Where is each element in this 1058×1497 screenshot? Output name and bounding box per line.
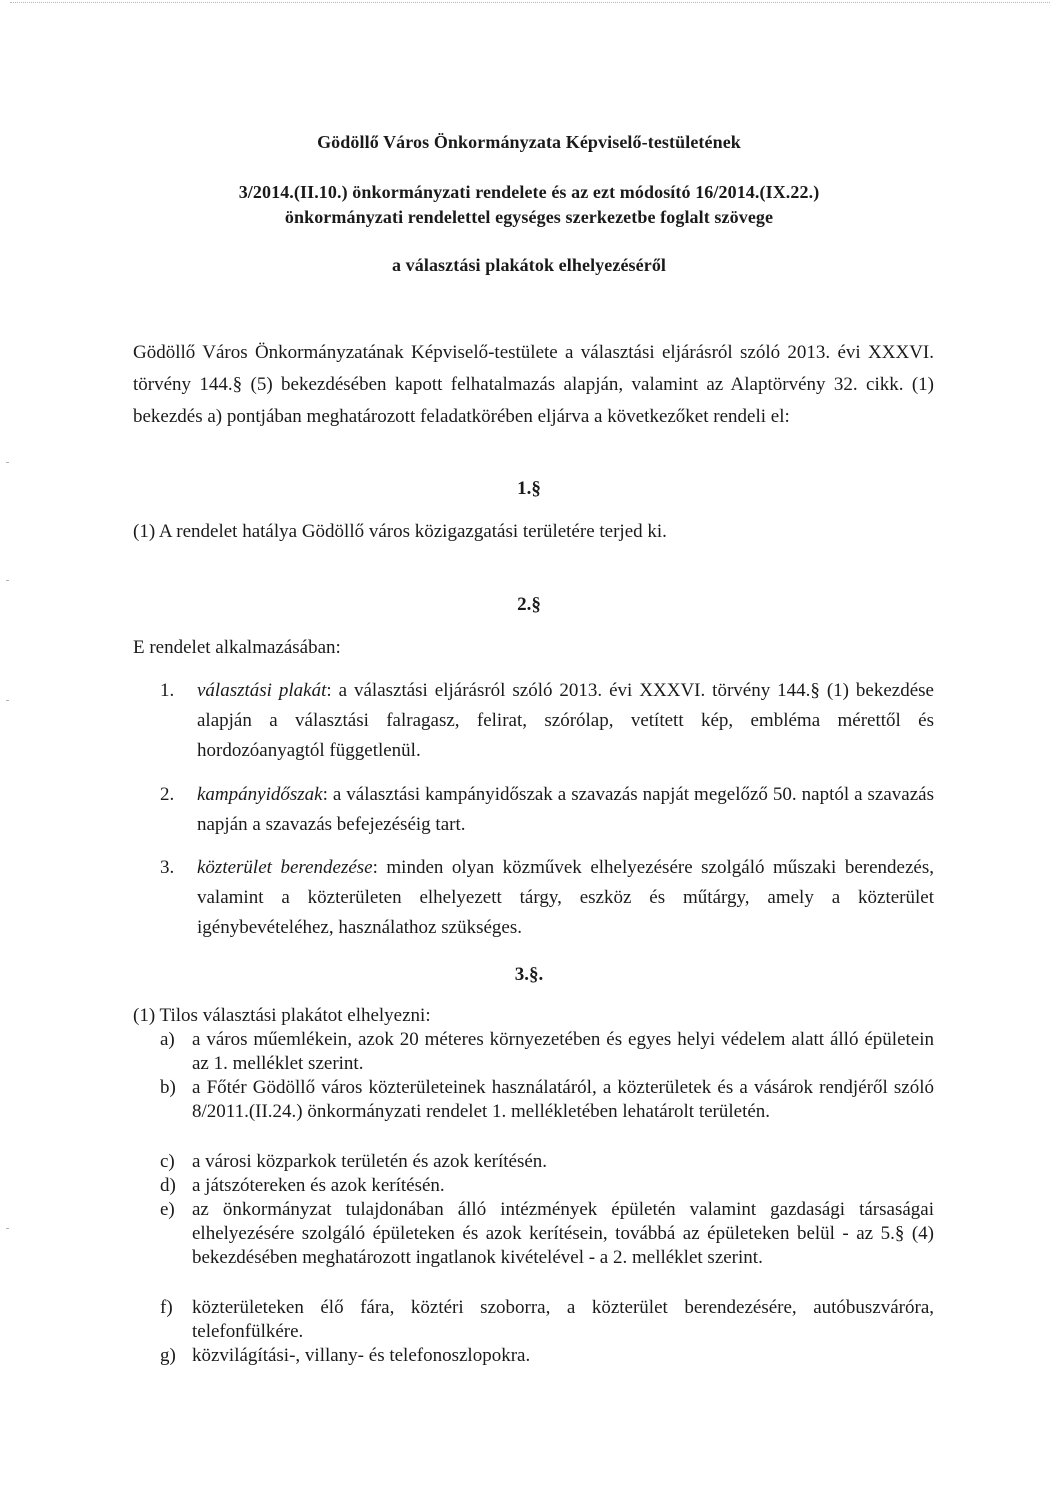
item-letter: f) <box>160 1297 173 1318</box>
section-1-heading: 1.§ <box>517 478 541 499</box>
definition-item <box>160 676 934 766</box>
definition-item <box>160 853 934 943</box>
definition-number: 3. <box>160 857 175 878</box>
scan-artifact-top-edge <box>10 2 1050 7</box>
item-letter: b) <box>160 1077 176 1098</box>
scan-margin-mark <box>6 1228 9 1229</box>
section-2-heading: 2.§ <box>517 594 541 615</box>
scan-margin-mark <box>6 700 9 701</box>
prohibition-item <box>160 1344 934 1368</box>
item-letter: c) <box>160 1151 175 1172</box>
definition-term: kampányidőszak <box>197 784 323 805</box>
item-letter: e) <box>160 1199 175 1220</box>
definition-item <box>160 780 934 840</box>
section-3-heading: 3.§. <box>514 964 544 985</box>
section-1-paragraph: (1) A rendelet hatálya Gödöllő város közigazgatási területére terjed ki. <box>133 521 667 542</box>
definition-term: választási plakát <box>197 680 327 701</box>
section-2-intro: E rendelet alkalmazásában: <box>133 637 341 658</box>
item-letter: a) <box>160 1029 175 1050</box>
prohibition-item <box>160 1076 934 1124</box>
item-text: a játszótereken és azok kerítésén. <box>192 1175 445 1196</box>
prohibition-item <box>160 1150 934 1174</box>
item-text: az önkormányzat tulajdonában álló intézmények épületén valamint gazdasági társaságai elhelyezésére szolgáló épületeken és azok kerítésein, továbbá az épületeken belül - az 5.§ (4) bekezdésében meghatározott ingatlanok kivételével - a 2. melléklet szerint. <box>192 1199 934 1268</box>
definition-text: : a választási eljárásról szóló 2013. évi XXXVI. törvény 144.§ (1) bekezdése alapján a választási falragasz, felirat, szórólap, vetített kép, embléma mérettől és hordozóanyagtól függetlenül. <box>197 680 934 761</box>
item-text: a Főtér Gödöllő város közterületeinek használatáról, a közterületek és a vásárok rendjéről szóló 8/2011.(II.24.) önkormányzati rendelet 1. mellékletében lehatárolt területén. <box>192 1077 934 1122</box>
definition-number: 2. <box>160 784 175 805</box>
prohibition-item <box>160 1174 934 1198</box>
scan-margin-mark <box>6 462 9 463</box>
document-title-line-1: Gödöllő Város Önkormányzata Képviselő-testületének <box>317 132 741 152</box>
item-text: a városi közparkok területén és azok kerítésén. <box>192 1151 548 1172</box>
document-title-line-3: önkormányzati rendelettel egységes szerkezetbe foglalt szövege <box>284 207 774 227</box>
definition-number: 1. <box>160 680 175 701</box>
item-text: a város műemlékein, azok 20 méteres környezetében és egyes helyi védelem alatt álló épületein az 1. melléklet szerint. <box>192 1029 934 1074</box>
preamble-paragraph: Gödöllő Város Önkormányzatának Képviselő-testülete a választási eljárásról szóló 2013. évi XXXVI. törvény 144.§ (5) bekezdésében kapott felhatalmazás alapján, valamint az Alaptörvény 32. cikk. (1) bekezdés a) pontjában meghatározott feladatkörében eljárva a következőket rendeli el: <box>133 342 934 427</box>
item-text: közvilágítási-, villany- és telefonoszlopokra. <box>192 1345 531 1366</box>
item-letter: g) <box>160 1345 176 1366</box>
definition-term: közterület berendezése <box>197 857 373 878</box>
document-title-line-2: 3/2014.(II.10.) önkormányzati rendelete és az ezt módosító 16/2014.(IX.22.) <box>238 182 820 202</box>
prohibition-item <box>160 1028 934 1076</box>
scan-margin-mark <box>6 580 9 581</box>
prohibition-item <box>160 1198 934 1270</box>
section-3-intro: (1) Tilos választási plakátot elhelyezni: <box>133 1005 431 1026</box>
document-title-line-4: a választási plakátok elhelyezéséről <box>391 255 667 275</box>
prohibition-item <box>160 1296 934 1344</box>
definition-text: : a választási kampányidőszak a szavazás napját megelőző 50. naptól a szavazás napján a szavazás befejezéséig tart. <box>197 784 934 835</box>
definition-text: : minden olyan közművek elhelyezésére szolgáló műszaki berendezés, valamint a közterületen elhelyezett tárgy, eszköz és műtárgy, amely a közterület igénybevételéhez, használathoz szükséges. <box>197 857 934 938</box>
item-letter: d) <box>160 1175 176 1196</box>
item-text: közterületeken élő fára, köztéri szoborra, a közterület berendezésére, autóbuszváróra, telefonfülkére. <box>192 1297 934 1342</box>
